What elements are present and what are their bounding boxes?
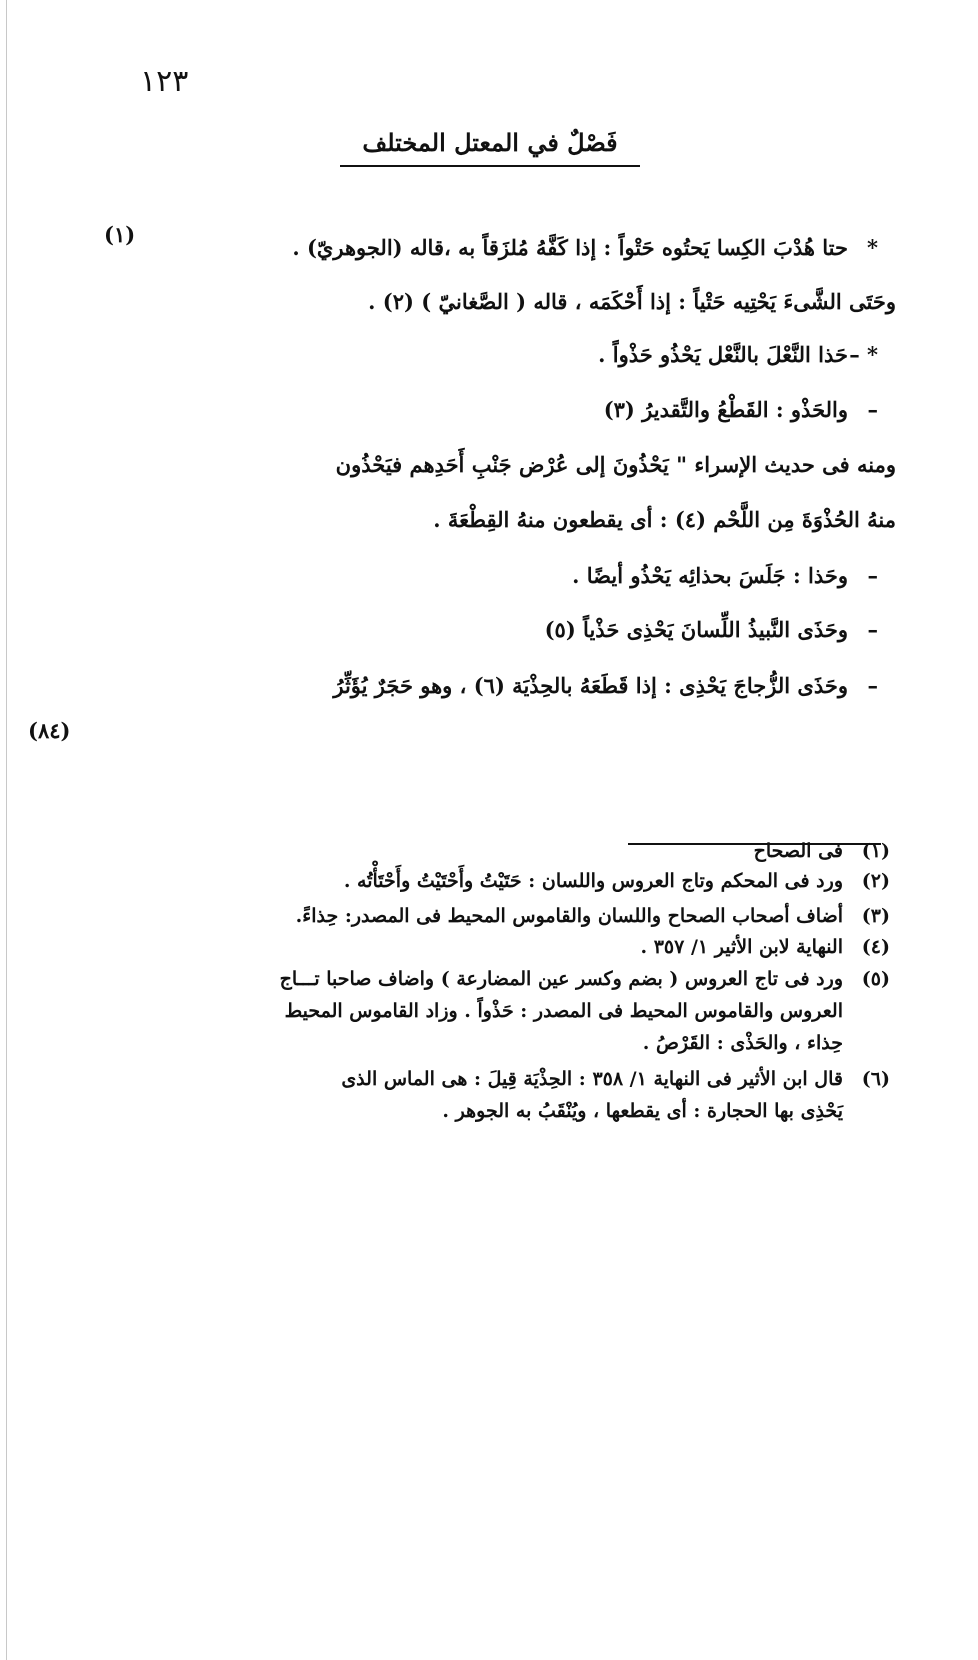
footnote-number: (٣) (861, 905, 890, 927)
footnote-number: (٢) (861, 870, 890, 892)
footnote-text: ورد فى المحكم وتاج العروس واللسان : حَتَيْتُ وأَحْتَيْتُ وأَحْتَأْتُه . (343, 870, 843, 892)
footnote-number: (٦) (861, 1068, 890, 1090)
footnote-text: النهاية لابن الأثير ١/ ٣٥٧ . (640, 936, 843, 958)
body-line: حَذا النَّعْلَ بالنَّعْل يَحْذُو حَذْواً . (598, 342, 848, 367)
body-line: وحَذَى النَّبيذُ اللِّسانَ يَحْذِى حَذْياً (٥) (544, 617, 848, 642)
footnote-text: يَحْذِى بها الحجارة : أى يقطعها ، ويُنْقَبُ به الجوهر . (442, 1100, 843, 1122)
body-line: منهُ الحُذْوَةَ مِن اللَّحْم (٤) : أى يقطعون منهُ القِطْعَةَ . (433, 507, 896, 532)
page-reference: (٨٤) (28, 718, 71, 743)
body-line: حتا هُدْبَ الكِسا يَحتُوه حَتْواً : إذا كَفَّهُ مُلزَقاً به ،قاله (الجوهريّ) . (292, 235, 848, 260)
footnote-text: قال ابن الأثير فى النهاية ١/ ٣٥٨ : الحِذْيَة قِيلَ : هى الماس الذى (341, 1068, 843, 1090)
line-marker: * – (849, 342, 878, 367)
section-heading: فَصْلٌ في المعتل المختلف (340, 128, 640, 167)
footnote-text: ورد فى تاج العروس ( بضم وكسر عين المضارعة ) واضاف صاحبا تـــاج (279, 968, 843, 990)
line-marker: – (867, 617, 878, 642)
footnote-text: العروس والقاموس المحيط فى المصدر : حَذْواً . وزاد القاموس المحيط (284, 1000, 843, 1022)
footnote-number: (٤) (861, 936, 890, 958)
body-line: وحَتَى الشَّىءَ يَحْتِيه حَتْياً : إذا أَحْكَمَه ، قاله ( الصَّغانيّ ) (٢) . (368, 289, 896, 314)
footnote-number: (١) (861, 840, 890, 862)
footnote-text: أضاف أصحاب الصحاح واللسان والقاموس المحيط فى المصدر: حِذاءً. (295, 905, 843, 927)
line-marker: * (867, 235, 878, 260)
footnote-text: حِذاء ، والحَذْى : القَرْصُ . (642, 1032, 843, 1054)
page-number: ١٢٣ (140, 64, 189, 99)
body-line: والحَذْو : القَطْعُ والتَّقديرُ (٣) (603, 397, 848, 422)
footnote-text: فى الصحاح (753, 840, 843, 862)
line-marker: – (867, 397, 878, 422)
footnote-number: (٥) (861, 968, 890, 990)
footnote-marker: (١) (104, 222, 136, 247)
body-line: وحَذَى الزُّجاجَ يَحْذِى : إذا قَطَعَهُ بالحِذْيَة (٦) ، وهو حَجَرٌ يُؤَثِّرُ (333, 673, 848, 698)
body-line: ومنه فى حديث الإسراء " يَحْذُونَ إلى عُرْض جَنْبِ أَحَدِهم فيَحْذُون (335, 452, 896, 477)
line-marker: – (867, 563, 878, 588)
scan-edge-line (6, 0, 7, 1660)
line-marker: – (867, 673, 878, 698)
body-line: وحَذا : جَلَسَ بحذائِه يَحْذُو أيضًا . (572, 563, 848, 588)
